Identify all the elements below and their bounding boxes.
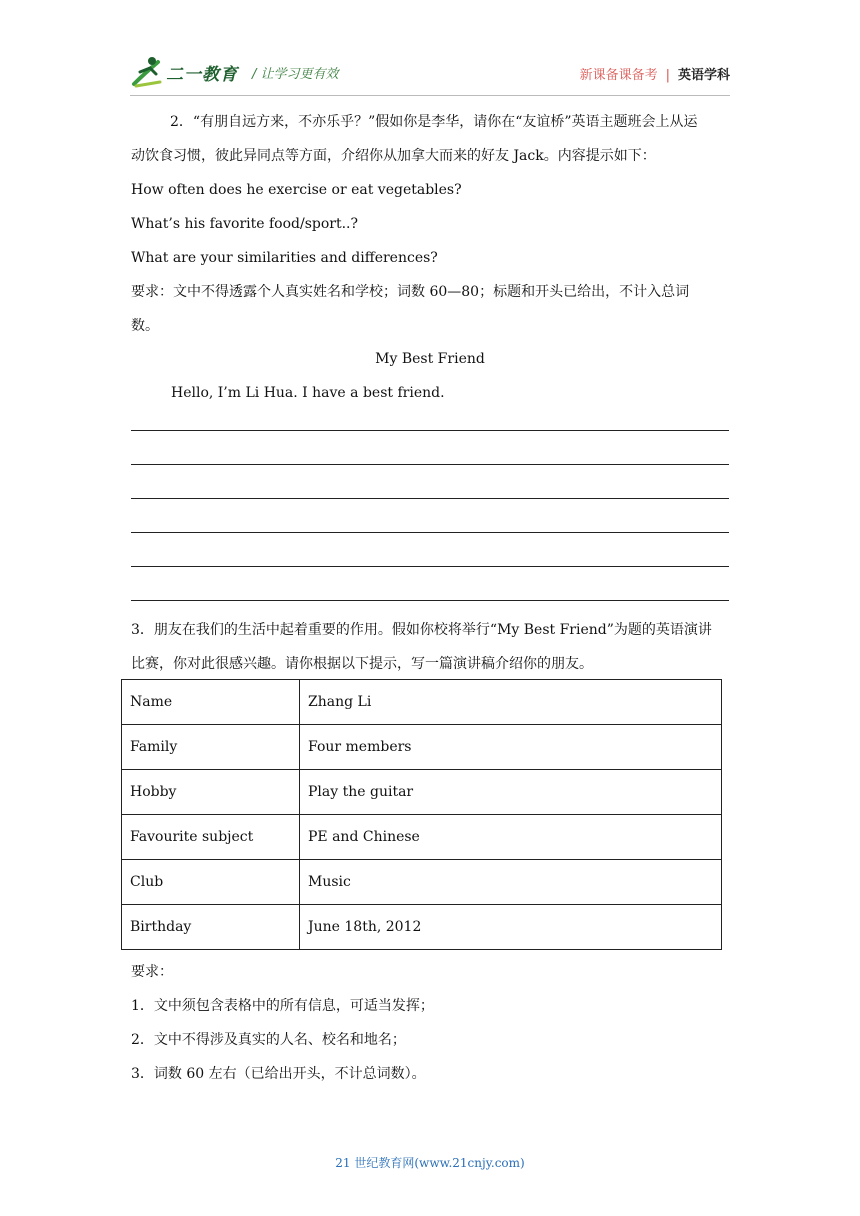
q3-requirement-3: 3．词数 60 左右（已给出开头，不计总词数）。 (131, 1066, 426, 1082)
q2-prompt1: How often does he exercise or eat vegetables? (131, 182, 462, 198)
runner-logo-icon (130, 54, 166, 90)
q2-line1: 2．“有朋自远方来，不亦乐乎？”假如你是李华，请你在“友谊桥”英语主题班会上从运 (170, 114, 698, 130)
table-label: Favourite subject (122, 815, 300, 860)
table-row (122, 815, 722, 860)
header-subject (580, 64, 730, 83)
table-row (122, 860, 722, 905)
header-tag: 新课备课备考 (579, 68, 658, 83)
logo-text: 二一教育 (166, 65, 238, 85)
answer-line (131, 600, 729, 601)
table-label: Club (122, 860, 300, 905)
table-value: Play the guitar (300, 770, 722, 815)
q3-requirement-2: 2．文中不得涉及真实的人名、校名和地名； (131, 1032, 406, 1048)
answer-line (131, 532, 729, 533)
q3-requirement-1: 1．文中须包含表格中的所有信息，可适当发挥； (131, 998, 434, 1014)
q2-line2: 动饮食习惯，彼此异同点等方面，介绍你从加拿大而来的好友 Jack。内容提示如下： (131, 148, 656, 164)
table-value: Music (300, 860, 722, 905)
slogan: / 让学习更有效 (252, 67, 339, 82)
table-value: Four members (300, 725, 722, 770)
page-footer: 21 世纪教育网(www.21cnjy.com) (335, 1156, 525, 1170)
answer-line (131, 498, 729, 499)
q2-requirement-line2: 数。 (131, 318, 159, 334)
header-divider (130, 95, 730, 96)
table-label: Birthday (122, 905, 300, 950)
answer-line (131, 464, 729, 465)
table-value: June 18th, 2012 (300, 905, 722, 950)
q3-line2: 比赛，你对此很感兴趣。请你根据以下提示，写一篇演讲稿介绍你的朋友。 (131, 656, 593, 672)
q3-requirements-title: 要求： (131, 964, 173, 980)
table-row (122, 770, 722, 815)
table-row (122, 680, 722, 725)
answer-line (131, 566, 729, 567)
answer-line (131, 430, 729, 431)
q2-prompt3: What are your similarities and differences? (131, 250, 438, 266)
page-header (130, 54, 730, 94)
q3-line1: 3．朋友在我们的生活中起着重要的作用。假如你校将举行“My Best Friend”为题的英语演讲 (131, 622, 712, 638)
table-row (122, 905, 722, 950)
essay-title: My Best Friend (375, 351, 485, 367)
table-label: Family (122, 725, 300, 770)
header-separator: | (665, 68, 670, 83)
table-label: Name (122, 680, 300, 725)
table-row (122, 725, 722, 770)
table-value: Zhang Li (300, 680, 722, 725)
essay-opening: Hello, I’m Li Hua. I have a best friend. (171, 385, 445, 401)
q2-prompt2: What’s his favorite food/sport..? (131, 216, 359, 232)
header-subject-label: 英语学科 (677, 68, 730, 83)
q2-requirement-line1: 要求：文中不得透露个人真实姓名和学校；词数 60—80；标题和开头已给出，不计入总词 (131, 284, 690, 300)
friend-info-table (121, 679, 722, 950)
table-value: PE and Chinese (300, 815, 722, 860)
table-label: Hobby (122, 770, 300, 815)
